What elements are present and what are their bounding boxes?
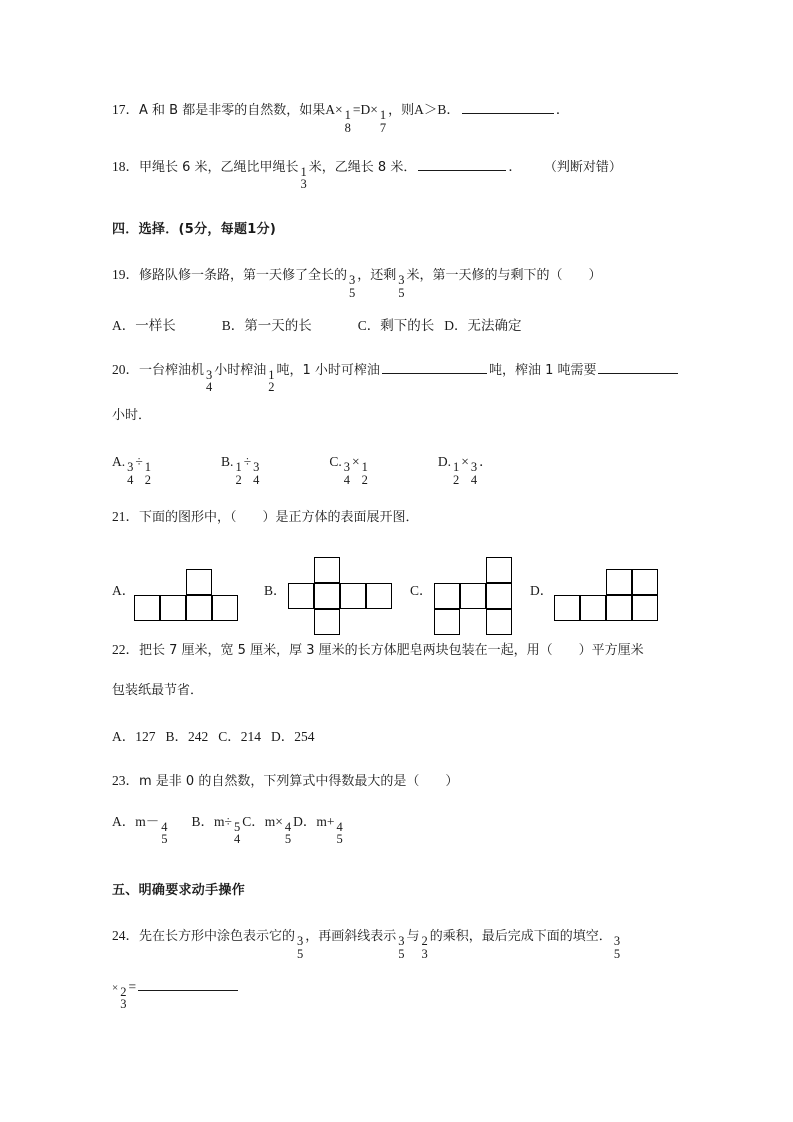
net-cell <box>486 583 512 609</box>
question-24-fraction-4: 3 5 <box>613 934 621 961</box>
question-20-answer-blank-1[interactable] <box>382 360 487 374</box>
option-19-d[interactable]: D．无法确定 <box>444 317 522 334</box>
question-24-fraction-1: 3 5 <box>297 934 304 961</box>
option-20-d-frac-1: 1 2 <box>453 460 460 487</box>
net-a <box>134 569 238 621</box>
net-d-cells <box>554 569 658 621</box>
question-17-text-b: ，则 <box>388 103 415 118</box>
option-23-a-frac: 4 5 <box>161 819 168 847</box>
section-heading-5: 五、明确要求动手操作 <box>112 883 246 898</box>
net-cell <box>314 609 340 635</box>
question-24-operator: × <box>112 981 119 994</box>
option-20-a-frac-2: 1 2 <box>144 460 152 487</box>
question-24-fraction-5: 2 3 <box>120 984 127 1012</box>
net-c-cells <box>434 557 512 635</box>
question-19-text-b: ，还剩 <box>357 268 397 283</box>
net-cell <box>434 583 460 609</box>
question-21-number: 21． <box>112 508 139 524</box>
question-18 <box>112 152 698 193</box>
net-label-a: A． <box>112 582 136 598</box>
option-20-d[interactable]: D. 1 2 × 3 4 ． <box>437 454 493 487</box>
net-label-b: B． <box>264 582 287 598</box>
net-cell <box>486 609 512 635</box>
question-19-text-c: 米，第一天修的与剩下的（ ） <box>406 268 602 283</box>
net-c <box>434 557 512 635</box>
question-24-text-c: 与 <box>406 929 420 944</box>
question-17-expr-b: =D× <box>352 102 378 117</box>
option-20-c-frac-1: 3 4 <box>343 460 350 487</box>
question-20-text-a: 一台榨油机 <box>139 362 205 378</box>
net-b-cells <box>288 557 392 635</box>
question-24-equals: = <box>128 978 137 994</box>
net-cell <box>460 583 486 609</box>
option-20-d-frac-2: 3 4 <box>470 460 478 487</box>
section-heading-4: 四．选择．(5分，每题1分) <box>112 222 277 237</box>
question-20-answer-blank-2[interactable] <box>598 360 678 374</box>
question-21-net-figures <box>112 543 698 621</box>
option-20-a[interactable]: A. 3 4 ÷ 1 2 <box>112 454 152 487</box>
option-19-a[interactable]: A．一样长 <box>112 317 176 334</box>
question-18-number: 18． <box>112 158 139 174</box>
net-cell <box>486 557 512 583</box>
question-19-fraction-1: 3 5 <box>349 273 356 300</box>
option-20-b-frac-2: 3 4 <box>253 460 260 487</box>
question-19-number: 19． <box>112 267 139 282</box>
net-cell <box>186 595 212 621</box>
question-23-number: 23． <box>112 772 139 788</box>
question-20 <box>112 355 698 396</box>
question-18-fraction-1: 1 3 <box>300 164 307 192</box>
question-22-text-a: 把长 7 厘米，宽 5 厘米，厚 3 厘米的长方体肥皂两块包装在一起，用（ ）平方厘米 <box>139 642 644 658</box>
option-22-b[interactable]: B．242 <box>165 728 209 744</box>
net-b <box>288 557 392 635</box>
net-label-c: C． <box>410 582 433 598</box>
question-24-number: 24． <box>112 928 139 943</box>
option-20-b[interactable]: B. 1 2 ÷ 3 4 <box>221 454 260 487</box>
question-20-fraction-1: 3 4 <box>206 367 213 395</box>
net-cell <box>186 569 212 595</box>
net-cell <box>340 583 366 609</box>
option-19-b[interactable]: B．第一天的长 <box>221 317 312 334</box>
question-23-text-a: m 是非 0 的自然数，下列算式中得数最大的是（ ） <box>139 773 459 789</box>
question-20-text-c: 吨，1 小时可榨油 <box>276 362 380 378</box>
question-20-number: 20． <box>112 361 139 377</box>
net-cell <box>606 595 632 621</box>
question-24-answer-blank[interactable] <box>138 977 238 991</box>
question-21-text-a: 下面的图形中，（ ）是正方体的表面展开图． <box>139 509 419 525</box>
net-cell <box>134 595 160 621</box>
option-23-b-frac: 5 4 <box>233 819 241 847</box>
option-22-c[interactable]: C．214 <box>218 728 262 744</box>
question-23-options <box>112 807 698 848</box>
question-24-text-d: 的乘积，最后完成下面的填空． <box>429 929 612 944</box>
question-19-text-a: 修路队修一条路，第一天修了全长的 <box>139 268 348 283</box>
question-17 <box>112 95 698 136</box>
question-17-number: 17． <box>112 102 139 117</box>
option-20-c[interactable]: C. 3 4 × 1 2 <box>329 454 368 487</box>
option-23-c[interactable]: C．m× 4 5 <box>242 813 292 847</box>
question-23 <box>112 766 698 797</box>
question-18-note: （判断对错） <box>543 159 622 175</box>
question-18-text-a: 甲绳长 6 米，乙绳比甲绳长 <box>139 159 299 175</box>
net-a-cells <box>134 569 238 621</box>
net-d <box>554 569 658 621</box>
question-20-text-e: 小时． <box>112 408 152 423</box>
question-20-text-b: 小时榨油 <box>214 362 267 378</box>
net-cell <box>288 583 314 609</box>
question-20-options <box>112 447 698 488</box>
question-20-fraction-2: 1 2 <box>268 367 275 395</box>
question-17-expr-a: A× <box>325 102 343 117</box>
question-22-number: 22． <box>112 641 139 657</box>
option-23-a[interactable]: A．m－ 4 5 <box>112 813 168 847</box>
net-cell <box>160 595 186 621</box>
question-18-tail: ． <box>508 158 522 174</box>
option-23-d-frac: 4 5 <box>336 819 343 847</box>
question-18-text-b: 米，乙绳长 8 米． <box>308 159 417 175</box>
net-cell <box>554 595 580 621</box>
question-18-answer-blank[interactable] <box>418 157 506 171</box>
net-cell <box>606 569 632 595</box>
question-19-fraction-2: 3 5 <box>398 273 405 300</box>
question-22 <box>112 635 698 666</box>
option-23-b[interactable]: B．m÷ 5 4 <box>191 813 241 847</box>
question-19 <box>112 260 698 301</box>
option-23-c-frac: 4 5 <box>284 819 292 847</box>
question-17-fraction-1: 1 8 <box>344 108 351 135</box>
question-20-text-d: 吨，榨油 1 吨需要 <box>488 362 597 378</box>
option-20-b-frac-1: 1 2 <box>235 460 242 487</box>
question-17-text-a: A 和 B 都是非零的自然数，如果 <box>139 103 326 118</box>
option-19-c[interactable]: C．剩下的长 <box>357 317 435 334</box>
question-17-tail: ． <box>555 102 570 117</box>
net-cell <box>366 583 392 609</box>
question-19-options <box>112 311 698 341</box>
net-cell <box>434 609 460 635</box>
question-22-text-b: 包装纸最节省． <box>112 682 204 698</box>
question-24-fraction-2: 3 5 <box>398 934 405 961</box>
question-21 <box>112 502 698 533</box>
option-22-d[interactable]: D．254 <box>271 728 315 744</box>
net-label-d: D． <box>530 582 554 598</box>
option-20-c-frac-2: 1 2 <box>361 460 368 487</box>
question-24-text-a: 先在长方形中涂色表示它的 <box>139 929 296 944</box>
question-24-line-2 <box>112 972 698 1013</box>
net-cell <box>632 569 658 595</box>
net-cell <box>314 583 340 609</box>
question-22-options <box>112 722 698 752</box>
option-22-a[interactable]: A．127 <box>112 728 156 744</box>
net-cell <box>212 595 238 621</box>
option-20-a-frac-1: 3 4 <box>127 460 134 487</box>
net-cell <box>580 595 606 621</box>
question-24 <box>112 921 698 962</box>
question-17-expr-c: A＞B． <box>414 102 460 117</box>
question-17-fraction-2: 1 7 <box>379 108 387 135</box>
net-cell <box>632 595 658 621</box>
net-cell <box>314 557 340 583</box>
question-24-text-b: ，再画斜线表示 <box>305 929 397 944</box>
option-23-d[interactable]: D．m+ 4 5 <box>293 813 343 847</box>
question-24-fraction-3: 2 3 <box>421 934 428 961</box>
question-17-answer-blank[interactable] <box>462 100 554 114</box>
